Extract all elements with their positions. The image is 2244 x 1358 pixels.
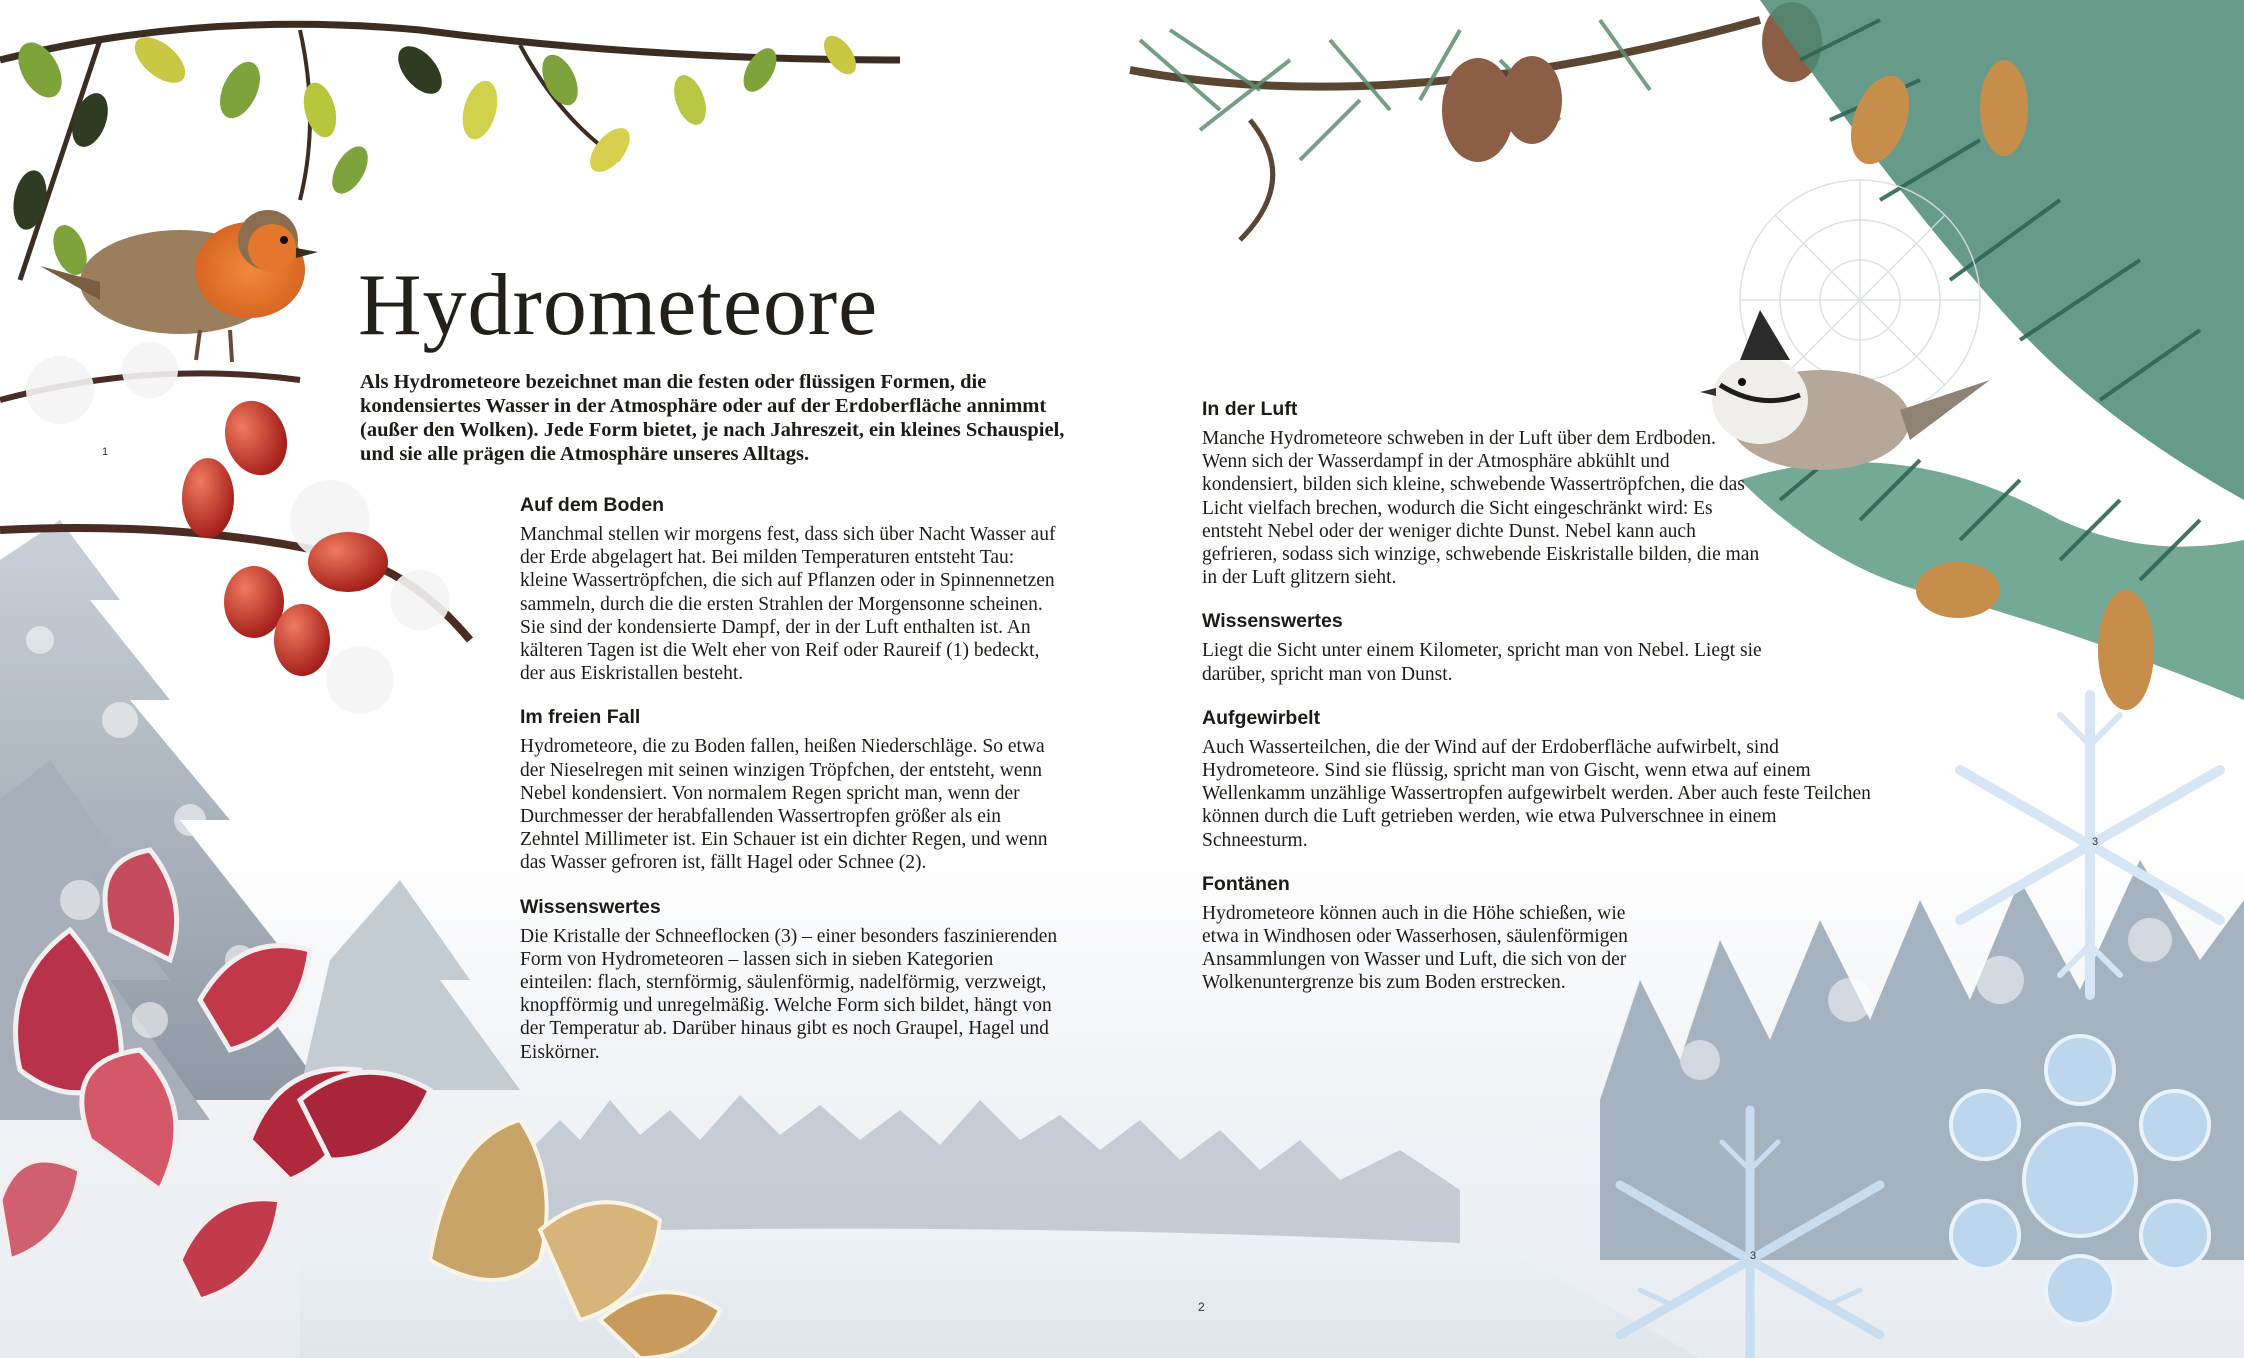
section-text-aufgewirbelt: Auch Wasserteilchen, die der Wind auf der Erdoberfläche aufwirbelt, sind Hydrometeore. Sind sie flüssig, spricht man von Gischt, wenn etwa auf einem Wellenkamm unzählige Wassertropfen aufgewirbelt werden. Aber auch feste Teilchen können durch die Luft getrieben werden, wie etwa Pulverschnee in einem Schneesturm. [1202,736,1871,851]
illustration-number-1: 1 [102,446,109,458]
section-text-auf-dem-boden: Manchmal stellen wir morgens fest, dass sich über Nacht Wasser auf der Erde abgelagert hat. Bei milden Temperaturen entsteht Tau: kleine Wassertröpfchen, die sich auf Pflanzen oder in Spinnennetzen sammeln, durch die die ersten Strahlen der Morgensonne scheinen. Sie sind der kondensierte Dampf, der in der Luft enthalten ist. An kälteren Tagen ist die Welt eher von Reif oder Raureif (1) bedeckt, der aus Eiskristallen besteht. [520,524,1056,685]
right-column [1202,397,1882,1015]
section-text-wissenswertes-left: Die Kristalle der Schneeflocken (3) – einer besonders faszinierenden Form von Hydrometeoren – lassen sich in sieben Kategorien einteilen: flach, sternförmig, säulenförmig, nadelförmig, verzweigt, knopfförmig und unregelmäßig. Welche Form sich bildet, hängt von der Temperatur ab. Darüber hinaus gibt es noch Graupel, Hagel und Eiskörner. [520,925,1058,1063]
section-text-fontaenen: Hydrometeore können auch in die Höhe schießen, wie etwa in Windhosen oder Wasserhosen, säulenförmigen Ansammlungen von Wasser und Luft, die sich von der Wolkenuntergrenze bis zum Boden erstrecken. [1202,902,1628,994]
section-heading-wissenswertes-left: Wissenswertes [520,895,661,918]
intro-paragraph: Als Hydrometeore bezeichnet man die festen oder flüssigen Formen, die kondensiertes Wasser in der Atmosphäre oder auf der Erdoberfläche annimmt (außer den Wolken). Jede Form bietet, je nach Jahreszeit, ein kleines Schauspiel, und sie alle prägen die Atmosphäre unseres Alltags. [360,371,1065,465]
section-heading-wissenswertes-right: Wissenswertes [1202,610,1343,633]
section-heading-auf-dem-boden: Auf dem Boden [520,494,665,516]
section-heading-fontaenen: Fontänen [1202,872,1290,895]
left-column [520,493,1060,1084]
pine-branches [1130,2,1822,240]
page-title: Hydrometeore [358,257,879,354]
illustration-number-3-upper: 3 [2092,836,2099,848]
section-text-wissenswertes-right: Liegt die Sicht unter einem Kilometer, spricht man von Nebel. Liegt sie darüber, spricht man von Dunst. [1202,640,1762,685]
section-text-in-der-luft: Manche Hydrometeore schweben in der Luft über dem Erdboden. Wenn sich der Wasserdampf in der Atmosphäre abkühlt und kondensiert, bilden sich kleine, schwebende Wassertröpfchen, die das Licht vielfach brechen, wodurch die Sicht eingeschränkt wird: Es entsteht Nebel oder der weniger dichte Dunst. Nebel kann auch gefrieren, sodass sich winzige, schwebende Eiskristalle bilden, die man in der Luft glitzern sieht. [1202,428,1760,589]
section-text-im-freien-fall: Hydrometeore, die zu Boden fallen, heißen Niederschläge. So etwa der Nieselregen mit seinen winzigen Tröpfchen, der entsteht, wenn Nebel kondensiert. Von normalem Regen spricht man, wenn der Durchmesser der herabfallenden Wassertropfen größer als ein Zehntel Millimeter ist. Ein Schauer ist ein dichter Regen, und wenn das Wasser gefroren ist, fällt Hagel oder Schnee (2). [520,736,1048,874]
robin-bird [40,210,318,362]
illustration-number-2: 2 [1198,1300,1205,1314]
illustration-number-3-lower: 3 [1750,1250,1757,1262]
section-heading-aufgewirbelt: Aufgewirbelt [1202,706,1321,729]
section-heading-in-der-luft: In der Luft [1202,398,1298,420]
section-heading-im-freien-fall: Im freien Fall [520,706,641,729]
